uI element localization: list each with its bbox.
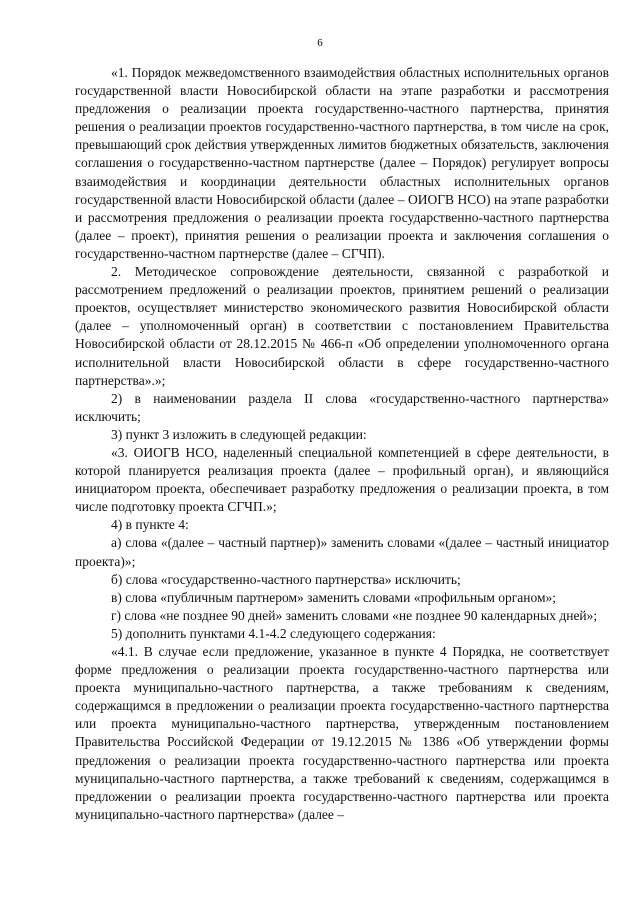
paragraph-clause-4-1: «4.1. В случае если предложение, указанное в пункте 4 Порядка, не соответствует форме предложения о реализации проекта государственно-частного партнерства или проекта муниципально-частного партнерства, а также требованиям к сведениям, содержащимся в предложении о реализации проекта государственно-частного партнерства или проекта муниципально-частного партнерства, утвержденным постановлением Правительства Российской Федерации от 19.12.2015 № 1386 «Об утверждении формы предложения о реализации проекта государственно-частного партнерства или проекта муниципально-частного партнерства, а также требований к сведениям, содержащимся в предложении о реализации проекта государственно-частного партнерства или проекта муниципально-частного партнерства» (далее – bbox=[75, 644, 609, 822]
page-number: 6 bbox=[317, 37, 323, 49]
paragraph-amendment-4a: а) слова «(далее – частный партнер)» заменить словами «(далее – частный инициатор проекта)»; bbox=[75, 535, 609, 569]
paragraph-amendment-4b: б) слова «государственно-частного партнерства» исключить; bbox=[111, 571, 461, 587]
paragraph-amendment-2: 2) в наименовании раздела II слова «государственно-частного партнерства» исключить; bbox=[75, 390, 609, 424]
paragraph-amendment-4d: г) слова «не позднее 90 дней» заменить словами «не позднее 90 календарных дней»; bbox=[111, 607, 598, 623]
document-body bbox=[75, 64, 609, 824]
paragraph-amendment-5: 5) дополнить пунктами 4.1-4.2 следующего содержания: bbox=[111, 625, 436, 641]
paragraph-procedure-clause-1: «1. Порядок межведомственного взаимодействия областных исполнительных органов государственной власти Новосибирской области на этапе разработки и рассмотрения предложения о реализации проекта государственно-частного партнерства, принятия решения о реализации проектов государственно-частного партнерства, в том числе на срок, превышающий срок действия утвержденных лимитов бюджетных обязательств, заключения соглашения о государственно-частном партнерстве (далее – Порядок) регулирует вопросы взаимодействия и координации деятельности областных исполнительных органов государственной власти Новосибирской области (далее – ОИОГВ НСО) на этапе разработки и рассмотрения предложения о реализации проекта государственно-частного партнерства (далее – проект), принятия решения о реализации проекта и заключения соглашения о государственно-частном партнерстве (далее – СГЧП). bbox=[75, 65, 609, 261]
paragraph-clause-3-new-text: «3. ОИОГВ НСО, наделенный специальной компетенцией в сфере деятельности, в которой планируется реализация проекта (далее – профильный орган), и являющийся инициатором проекта, обеспечивает разработку предложения о реализации проекта, в том числе подготовку проекта СГЧП.»; bbox=[75, 444, 609, 515]
paragraph-amendment-3: 3) пункт 3 изложить в следующей редакции: bbox=[111, 426, 367, 442]
paragraph-amendment-4c: в) слова «публичным партнером» заменить словами «профильным органом»; bbox=[111, 589, 557, 605]
paragraph-amendment-4: 4) в пункте 4: bbox=[111, 517, 189, 533]
paragraph-clause-2-methodical-support: 2. Методическое сопровождение деятельности, связанной с разработкой и рассмотрением предложений о реализации проектов, принятием решений о реализации проектов, осуществляет министерство экономического развития Новосибирской области (далее – уполномоченный орган) в соответствии с постановлением Правительства Новосибирской области от 28.12.2015 № 466-п «Об определении уполномоченного органа исполнительной власти Новосибирской области в сфере государственно-частного партнерства».»; bbox=[75, 264, 609, 388]
